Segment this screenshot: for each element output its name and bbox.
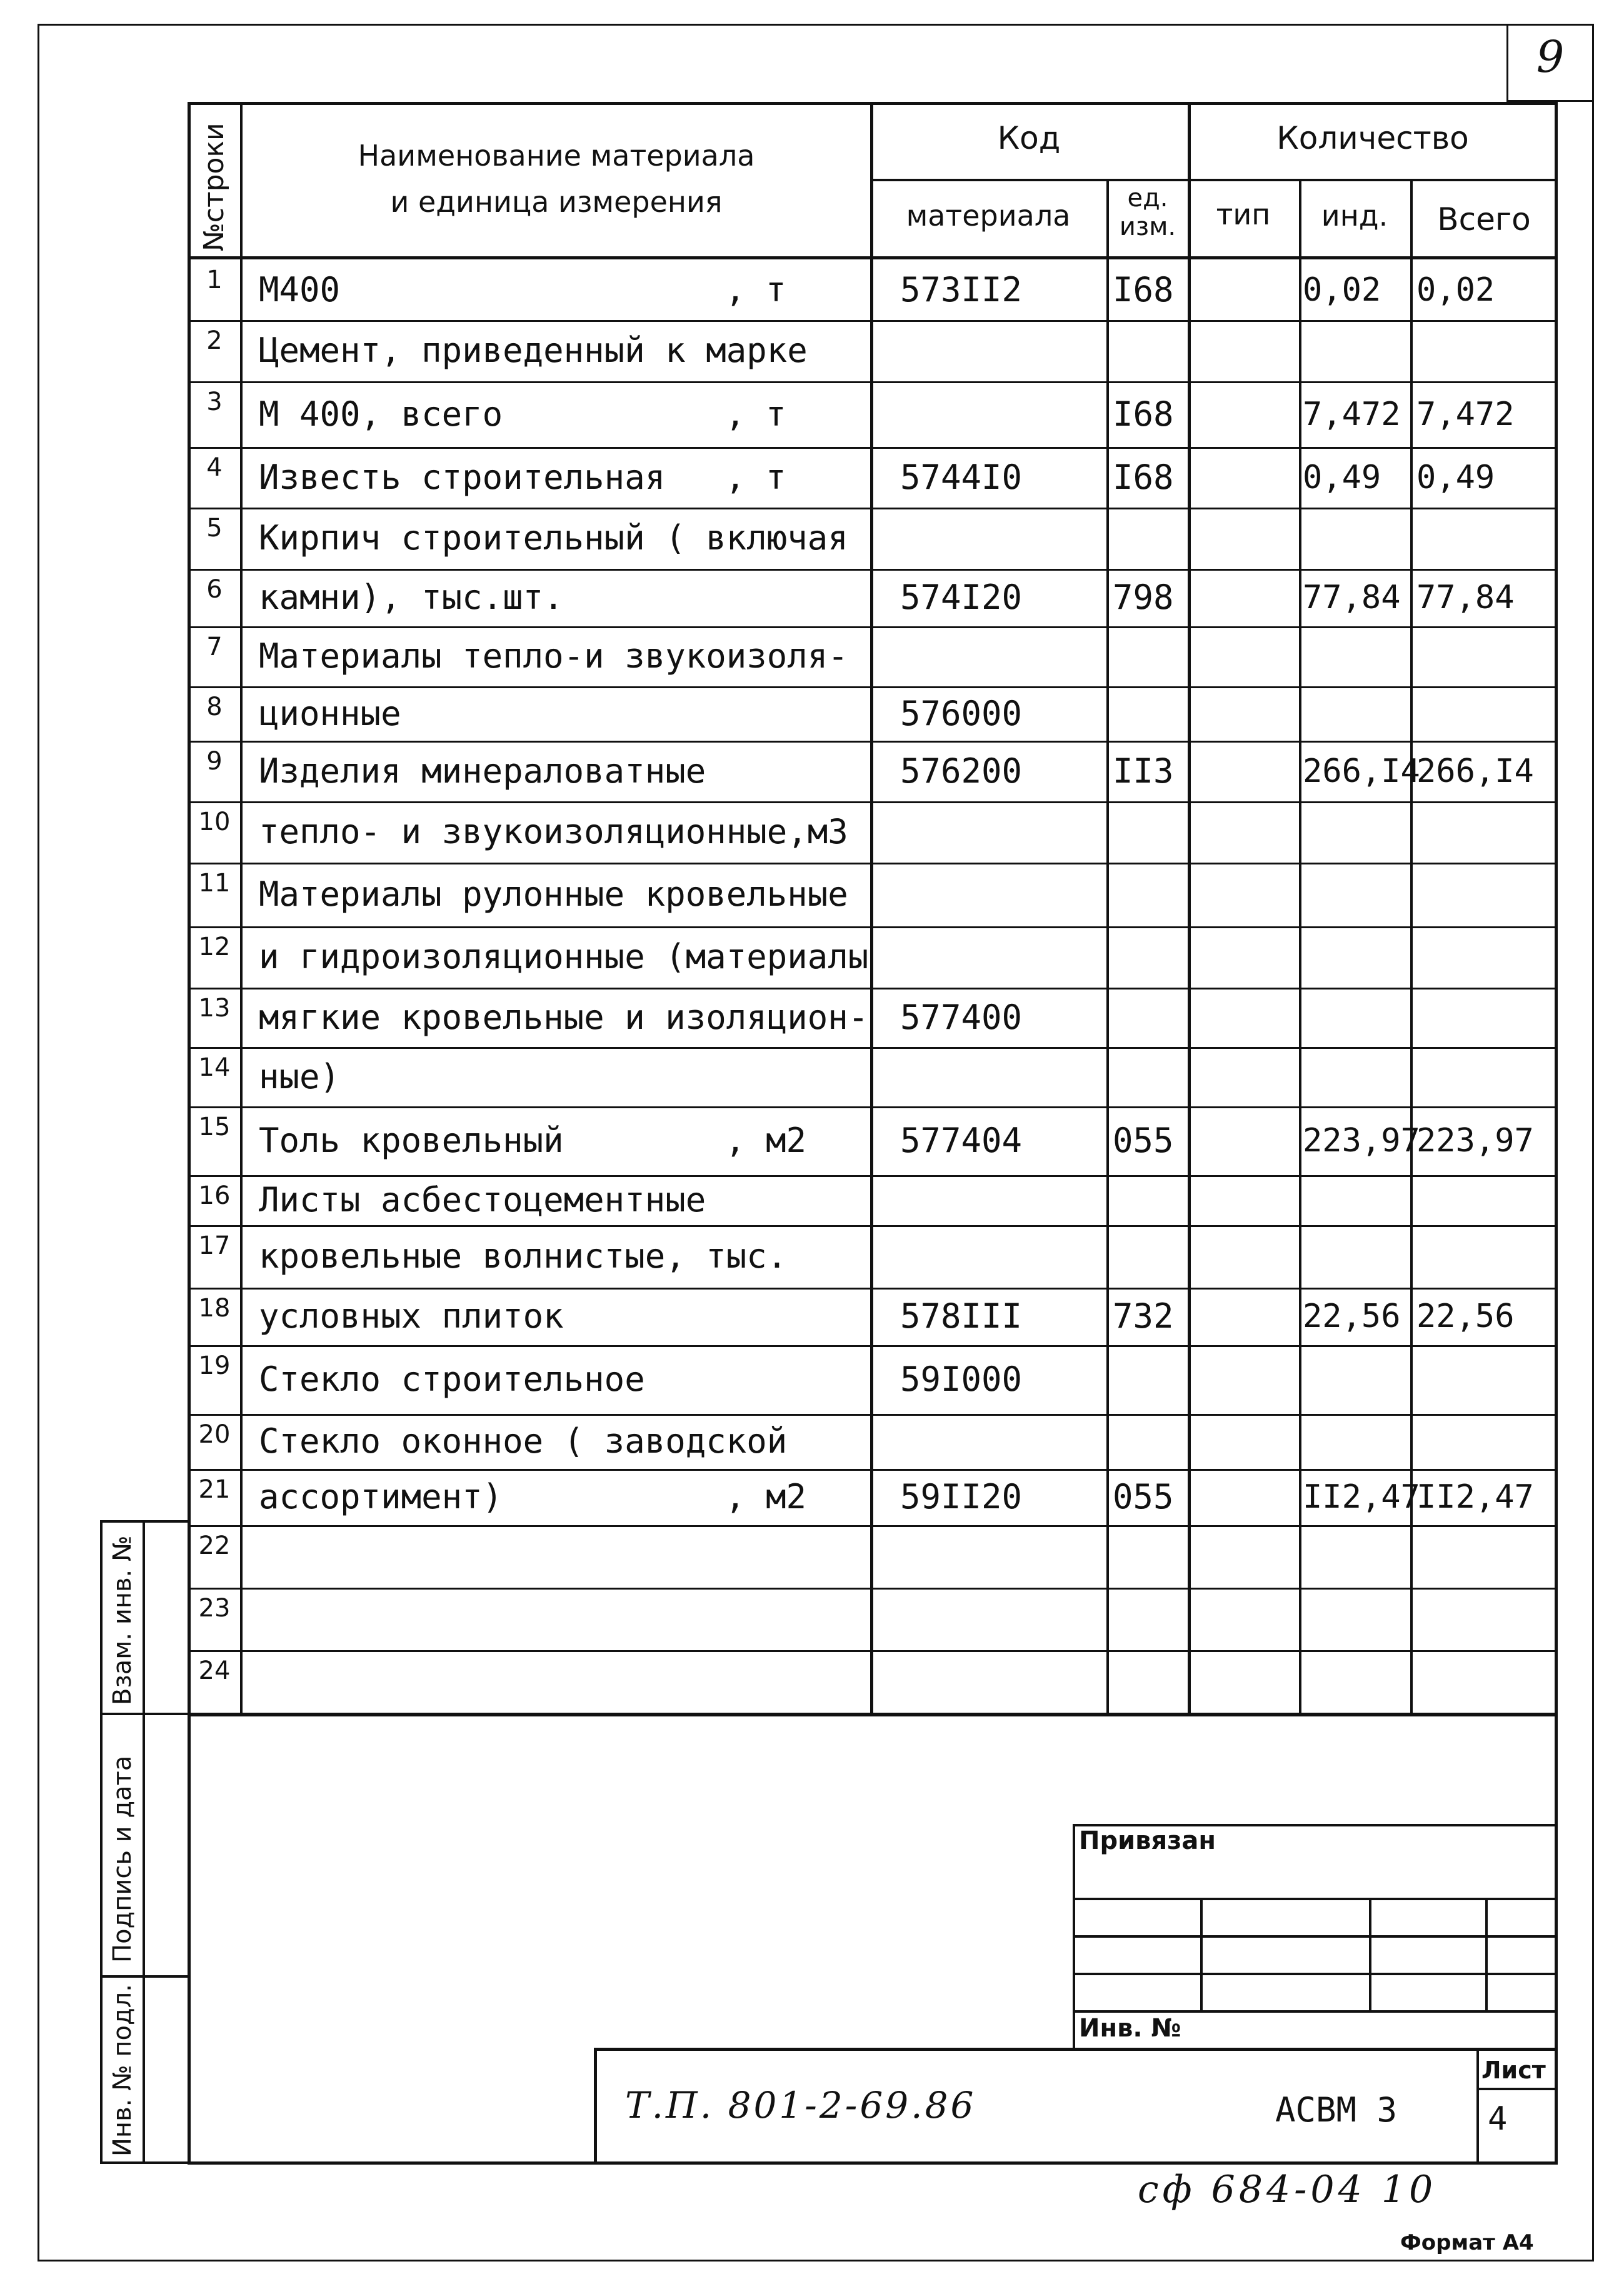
row-unit: , т xyxy=(725,270,786,309)
row-ind: 0,49 xyxy=(1303,459,1381,496)
row-code: 59II20 xyxy=(900,1477,1023,1516)
row-name: ционные xyxy=(259,694,401,733)
row-code: 59I000 xyxy=(900,1360,1023,1399)
row-number: 7 xyxy=(206,633,223,661)
row-ind: 266,I4 xyxy=(1303,753,1420,790)
header-code-group: Код xyxy=(997,120,1061,156)
header-code-material: материала xyxy=(906,199,1071,233)
row-number: 5 xyxy=(206,514,223,543)
row-name: мягкие кровельные и изоляцион- xyxy=(259,998,869,1037)
row-name: тепло- и звукоизоляционные,м3 xyxy=(259,812,848,851)
row-unit: , т xyxy=(725,394,786,434)
row-name: Известь строительная xyxy=(259,458,666,497)
row-number: 4 xyxy=(206,453,223,482)
footer-handwritten-code: сф 684-04 10 xyxy=(1138,2168,1437,2211)
row-total: 7,472 xyxy=(1416,396,1515,433)
row-name: Листы асбестоцементные xyxy=(259,1180,706,1220)
row-ind: 7,472 xyxy=(1303,396,1401,433)
row-unit-code: I68 xyxy=(1113,270,1174,309)
row-unit-code: 732 xyxy=(1113,1296,1174,1336)
row-number: 17 xyxy=(198,1231,231,1260)
header-qty-total: Всего xyxy=(1437,201,1531,238)
row-number: 14 xyxy=(198,1053,231,1082)
row-ind: 0,02 xyxy=(1303,271,1381,309)
row-name: Изделия минераловатные xyxy=(259,751,706,791)
side-stamp-podpis: Подпись и дата xyxy=(108,1755,137,1963)
row-name: кровельные волнистые, тыс. xyxy=(259,1236,788,1276)
row-number: 3 xyxy=(206,388,223,416)
row-name: условных плиток xyxy=(259,1296,564,1336)
row-number: 15 xyxy=(198,1113,231,1141)
header-name-line2: и единица измерения xyxy=(390,185,723,219)
row-number: 23 xyxy=(198,1594,231,1623)
row-number: 2 xyxy=(206,326,223,355)
row-name: Толь кровельный xyxy=(259,1121,564,1160)
row-number: 1 xyxy=(206,266,223,294)
header-qty-ind: инд. xyxy=(1321,199,1388,233)
stamp-inv-no: Инв. № xyxy=(1079,2014,1181,2043)
row-total: II2,47 xyxy=(1416,1478,1534,1516)
row-unit: , м2 xyxy=(725,1477,807,1516)
row-name: ассортимент) xyxy=(259,1477,503,1516)
row-code: 574I20 xyxy=(900,578,1023,617)
row-number: 16 xyxy=(198,1181,231,1210)
row-ind: II2,47 xyxy=(1303,1478,1420,1516)
row-name: Стекло оконное ( заводской xyxy=(259,1421,788,1461)
row-number: 10 xyxy=(198,808,231,836)
row-name: Материалы рулонные кровельные xyxy=(259,874,848,914)
row-number: 13 xyxy=(198,994,231,1023)
row-name: Кирпич строительный ( включая xyxy=(259,518,848,558)
row-unit-code: 055 xyxy=(1113,1477,1174,1516)
format-label: Формат А4 xyxy=(1400,2230,1534,2255)
header-qty-type: тип xyxy=(1216,198,1271,231)
row-name: М400 xyxy=(259,270,341,309)
row-name: Материалы тепло-и звукоизоля- xyxy=(259,636,848,676)
row-name: и гидроизоляционные (материалы xyxy=(259,937,869,976)
row-ind: 223,97 xyxy=(1303,1122,1420,1160)
row-code: 578III xyxy=(900,1296,1023,1336)
row-number: 19 xyxy=(198,1351,231,1380)
header-qty-group: Количество xyxy=(1276,120,1469,156)
sheet-number: 9 xyxy=(1536,31,1565,83)
row-unit: , т xyxy=(725,458,786,497)
stamp-list-value: 4 xyxy=(1488,2100,1508,2138)
stamp-list-label: Лист xyxy=(1481,2056,1546,2084)
row-code: 576000 xyxy=(900,694,1023,733)
row-number: 24 xyxy=(198,1656,231,1685)
row-unit-code: II3 xyxy=(1113,751,1174,791)
row-total: 223,97 xyxy=(1416,1122,1534,1160)
row-code: 577404 xyxy=(900,1121,1023,1160)
row-unit: , м2 xyxy=(725,1121,807,1160)
header-row-number: №строки xyxy=(198,123,230,251)
row-unit-code: 798 xyxy=(1113,578,1174,617)
row-number: 9 xyxy=(206,747,223,776)
row-unit-code: 055 xyxy=(1113,1121,1174,1160)
row-code: 577400 xyxy=(900,998,1023,1037)
row-name: ные) xyxy=(259,1057,341,1096)
side-stamp-vzam: Взам. инв. № xyxy=(108,1535,137,1705)
row-name: камни), тыс.шт. xyxy=(259,578,564,617)
row-name: Стекло строительное xyxy=(259,1360,645,1399)
side-stamp-inv-podl: Инв. № подл. xyxy=(108,1984,137,2156)
stamp-doc-mark: АСВМ 3 xyxy=(1275,2090,1398,2130)
row-number: 21 xyxy=(198,1475,231,1504)
row-number: 18 xyxy=(198,1294,231,1323)
row-total: 0,49 xyxy=(1416,459,1495,496)
row-name: М 400, всего xyxy=(259,394,503,434)
row-unit-code: I68 xyxy=(1113,458,1174,497)
row-ind: 22,56 xyxy=(1303,1298,1401,1335)
row-unit-code: I68 xyxy=(1113,394,1174,434)
row-code: 573II2 xyxy=(900,270,1023,309)
row-code: 576200 xyxy=(900,751,1023,791)
stamp-doc-code: Т.П. 801-2-69.86 xyxy=(625,2084,976,2126)
header-code-unit: ед. изм. xyxy=(1119,184,1176,241)
row-number: 22 xyxy=(198,1531,231,1560)
row-number: 20 xyxy=(198,1420,231,1449)
header-name-line1: Наименование материала xyxy=(358,139,755,173)
row-total: 0,02 xyxy=(1416,271,1495,309)
stamp-privyazan: Привязан xyxy=(1079,1826,1216,1855)
row-total: 22,56 xyxy=(1416,1298,1515,1335)
row-total: 77,84 xyxy=(1416,579,1515,616)
row-number: 11 xyxy=(198,869,231,898)
row-total: 266,I4 xyxy=(1416,753,1534,790)
row-number: 6 xyxy=(206,575,223,604)
row-code: 5744I0 xyxy=(900,458,1023,497)
row-name: Цемент, приведенный к марке xyxy=(259,331,808,370)
row-number: 8 xyxy=(206,693,223,721)
row-ind: 77,84 xyxy=(1303,579,1401,616)
row-number: 12 xyxy=(198,933,231,961)
